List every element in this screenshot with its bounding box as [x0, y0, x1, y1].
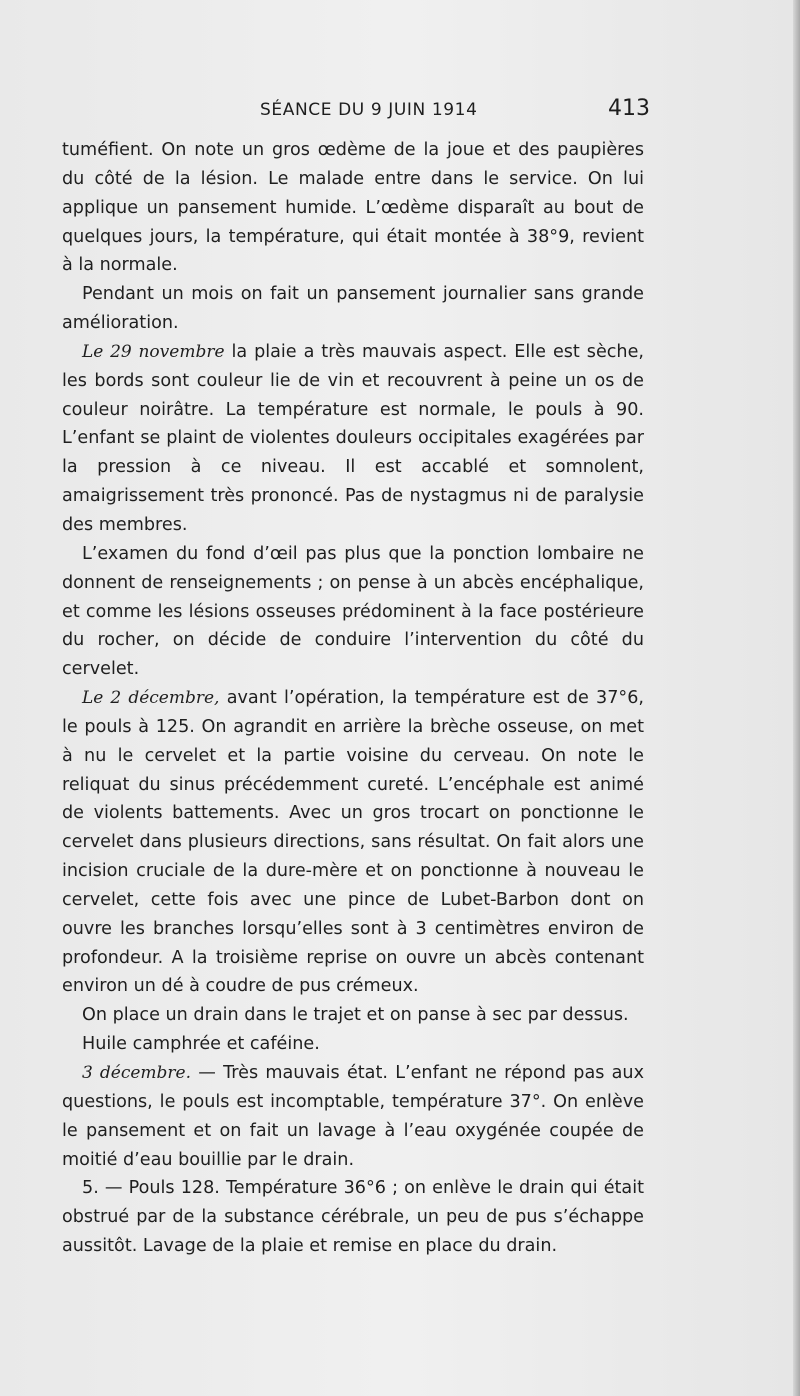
date-lead: Le 2 décembre,	[82, 688, 220, 709]
page-number: 413	[608, 96, 650, 121]
page-header	[0, 98, 800, 128]
paragraph	[62, 684, 644, 1001]
paragraph-text: la plaie a très mauvais aspect. Elle est sèche, les bords sont couleur lie de vin et recouvrent à peine un os de couleur noirâtre. La température est normale, le pouls à 90. L’enfant se plaint de violentes douleurs occipitales exagérées par la pression à ce niveau. Il est accablé et somnolent, amaigrissement très prononcé. Pas de nystagmus ni de paralysie des membres.	[62, 341, 645, 535]
paragraph-text: 5. — Pouls 128. Température 36°6 ; on enlève le drain qui était obstrué par de la substance cérébrale, un peu de pus s’échappe aussitôt. Lavage de la plaie et remise en place du drain.	[62, 1178, 644, 1257]
page-edge-shadow	[793, 0, 800, 1396]
paragraph-text: On place un drain dans le trajet et on panse à sec par dessus.	[82, 1005, 629, 1026]
paragraph-text: Huile camphrée et caféine.	[82, 1034, 320, 1055]
paragraph-text: Pendant un mois on fait un pansement journalier sans grande amélioration.	[62, 284, 644, 334]
paragraph-text: tuméfient. On note un gros œdème de la joue et des paupières du côté de la lésion. Le malade entre dans le service. On lui applique un pansement humide. L’œdème disparaît au bout de quelques jours, la température, qui était montée à 38°9, revient à la normale.	[62, 140, 644, 276]
paragraph	[62, 338, 644, 540]
paragraph-text: L’examen du fond d’œil pas plus que la ponction lombaire ne donnent de renseignements ; on pense à un abcès encéphalique, et comme les lésions osseuses prédominent à la face postérieure du rocher, on décide de conduire l’intervention du côté du cervelet.	[62, 543, 644, 680]
paragraph	[62, 540, 644, 684]
body-text	[62, 136, 644, 1261]
paragraph	[62, 1001, 644, 1030]
paragraph	[62, 136, 644, 280]
date-lead: Le 29 novembre	[82, 341, 225, 362]
paragraph	[62, 1174, 644, 1261]
paragraph-text: avant l’opération, la température est de 37°6, le pouls à 125. On agrandit en arrière la brèche osseuse, on met à nu le cervelet et la partie voisine du cerveau. On note le reliquat du sinus précédemment cureté. L’encéphale est animé de violents battements. Avec un gros trocart on ponctionne le cervelet dans plusieurs directions, sans résultat. On fait alors une incision cruciale de la dure-mère et on ponctionne à nouveau le cervelet, cette fois avec une pince de Lubet-Barbon dont on ouvre les branches lorsqu’elles sont à 3 centimètres environ de profondeur. A la troisième reprise on ouvre un abcès contenant environ un dé à coudre de pus crémeux.	[62, 688, 645, 997]
running-head: SÉANCE DU 9 JUIN 1914	[260, 100, 478, 120]
paragraph	[62, 1059, 644, 1174]
date-lead: 3 décembre.	[82, 1063, 192, 1083]
paragraph-text: — Très mauvais état. L’enfant ne répond pas aux questions, le pouls est incomptable, température 37°. On enlève le pansement et on fait un lavage à l’eau oxygénée coupée de moitié d’eau bouillie par le drain.	[62, 1063, 644, 1170]
paragraph	[62, 1030, 644, 1059]
paragraph	[62, 280, 644, 338]
